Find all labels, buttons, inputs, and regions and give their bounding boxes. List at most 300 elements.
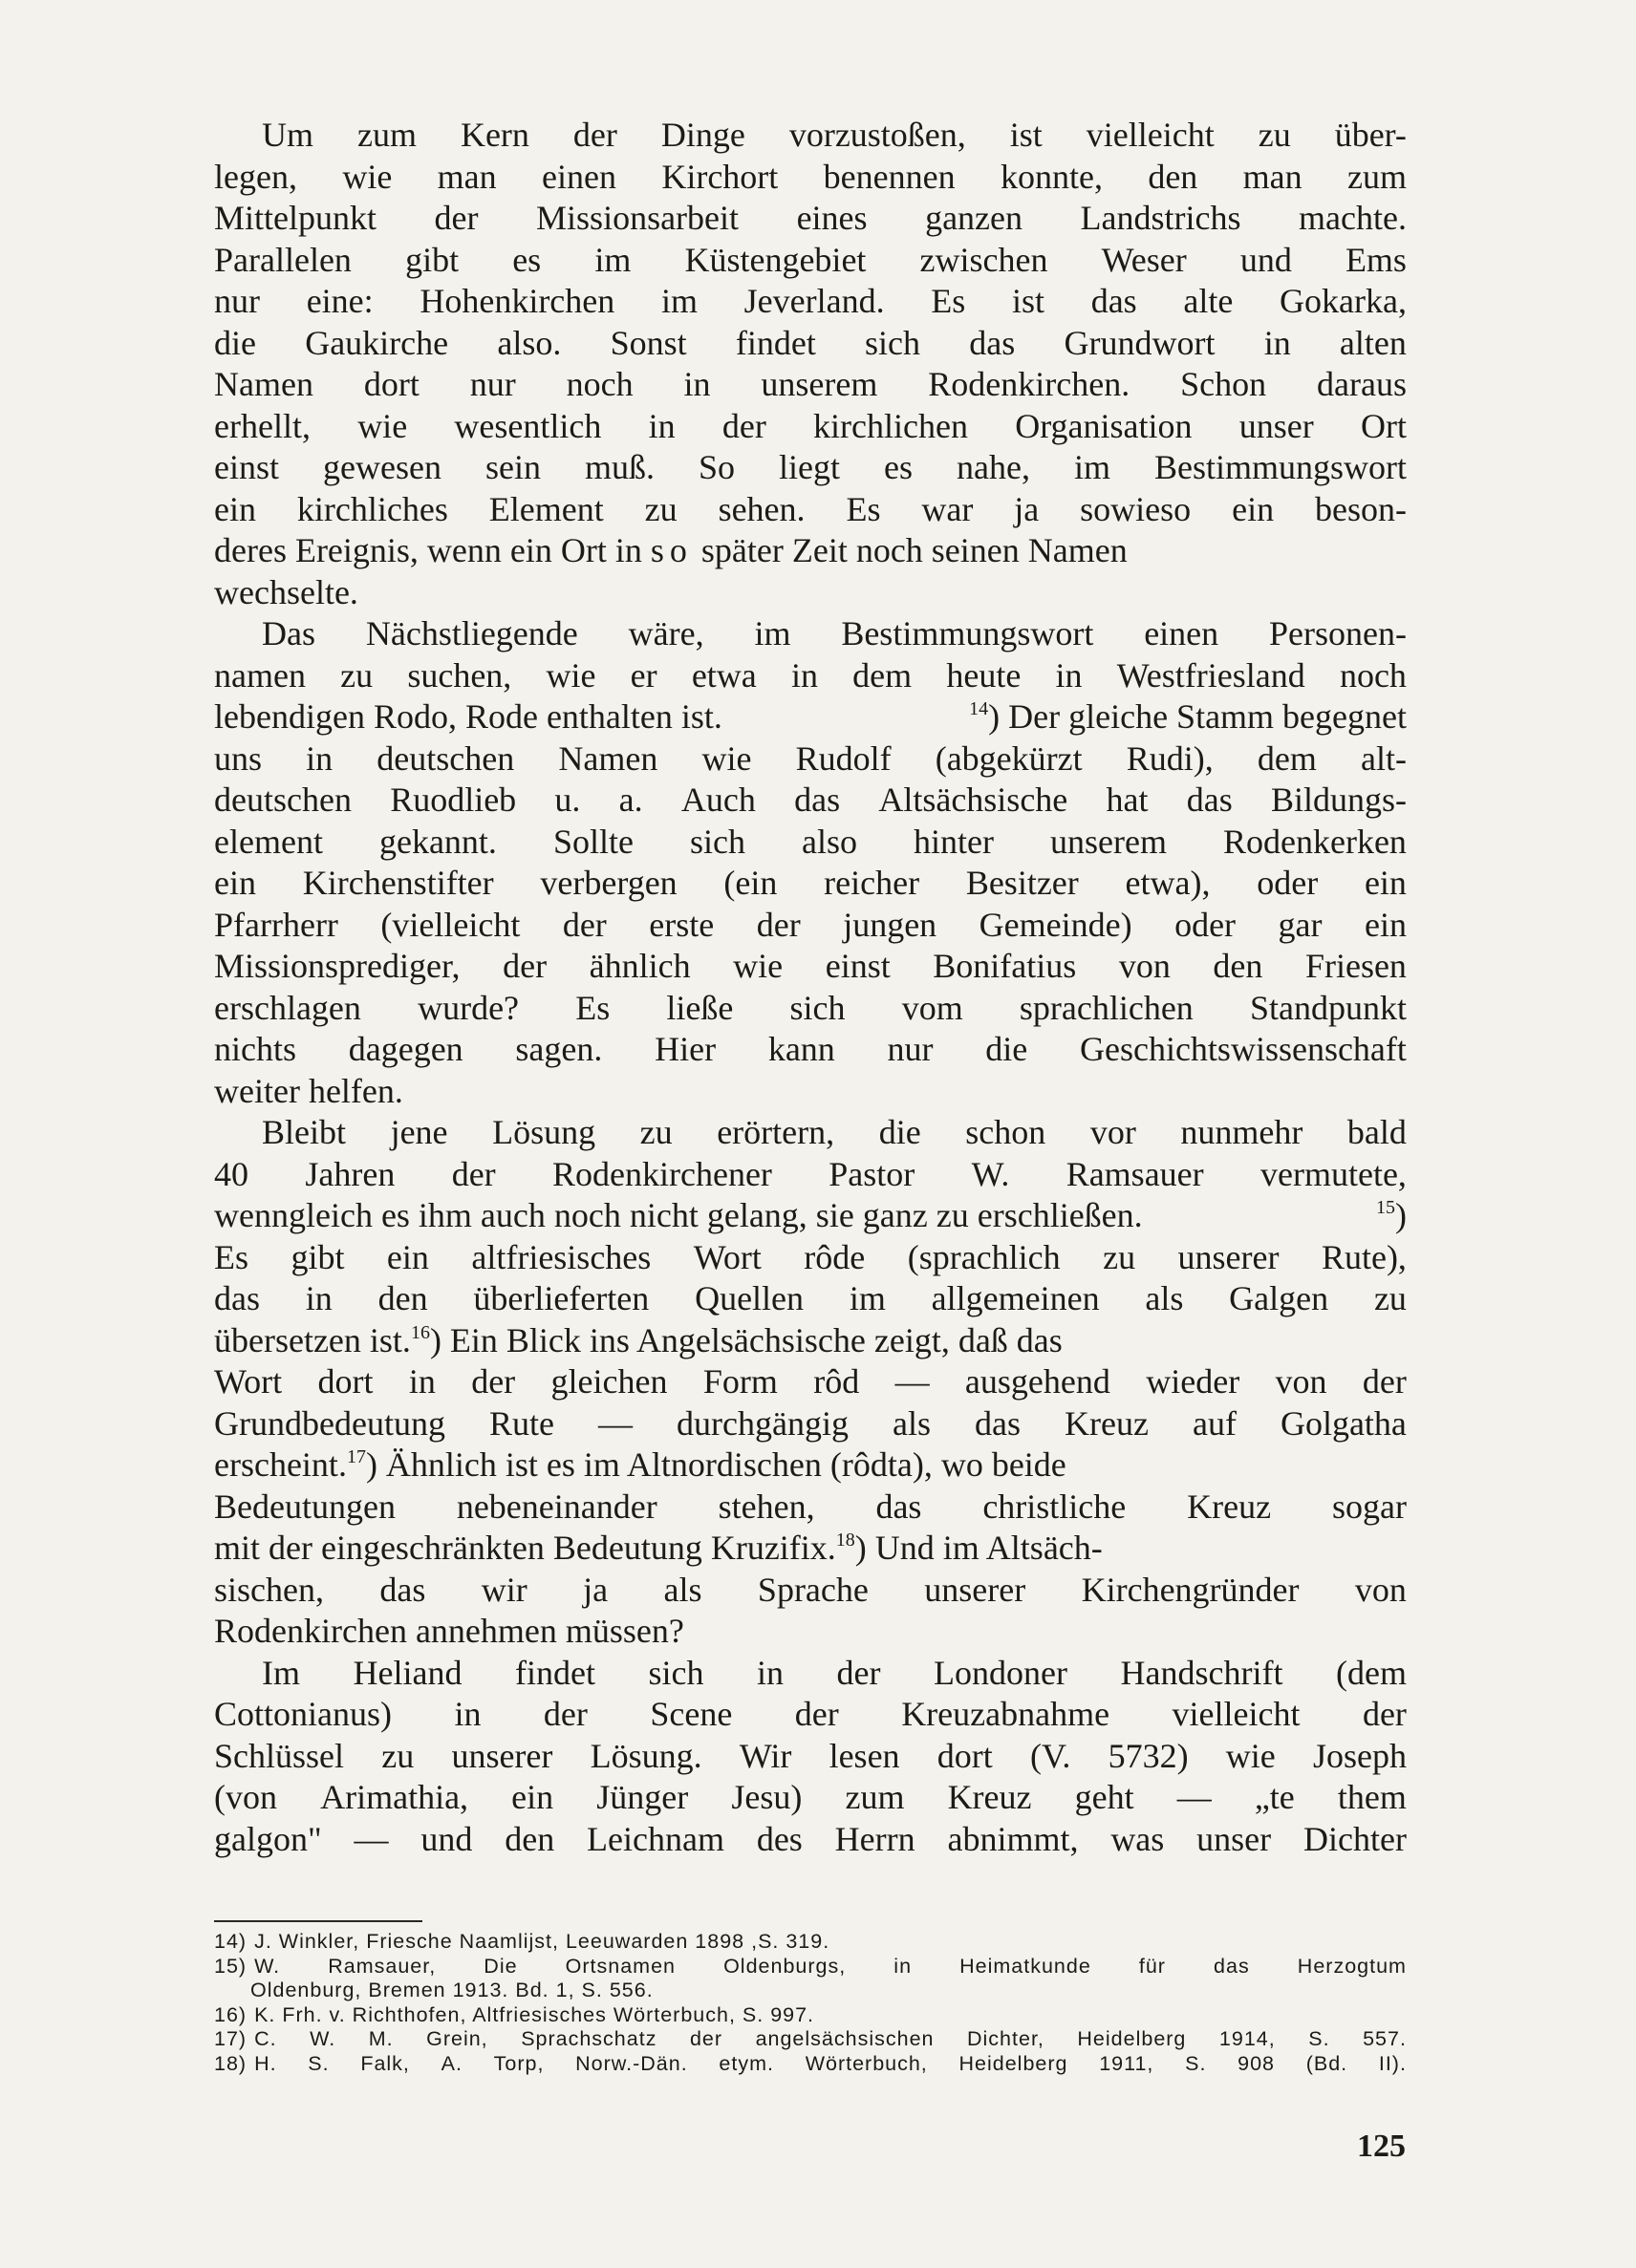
- word: Küstengebiet: [684, 240, 867, 279]
- text-line: [214, 489, 1407, 531]
- text-fragment: übersetzen ist.: [214, 1320, 411, 1359]
- word: W.: [310, 2027, 336, 2050]
- word: wie: [1225, 1736, 1276, 1775]
- word: also: [802, 822, 857, 861]
- word: ja: [1014, 489, 1040, 528]
- word: vom: [901, 988, 963, 1027]
- text-line: [214, 157, 1407, 199]
- word: —: [597, 1403, 633, 1443]
- word: Heimatkunde: [959, 1954, 1091, 1978]
- word: Wort: [693, 1237, 762, 1276]
- word: als: [663, 1570, 702, 1609]
- word: Bleibt: [262, 1113, 346, 1151]
- word: in: [648, 406, 676, 445]
- word: Westfriesland: [1116, 655, 1305, 695]
- word: unser: [1238, 406, 1314, 445]
- word: wie: [342, 157, 393, 196]
- word: zu: [639, 1113, 673, 1151]
- word: Arimathia,: [320, 1778, 469, 1816]
- footnote-text: J. Winkler, Friesche Naamlijst, Leeuwarden 1898 ,S. 319.: [254, 1930, 830, 1953]
- word: der: [1362, 1695, 1407, 1733]
- word: (von: [214, 1778, 277, 1816]
- word: Missionsprediger,: [214, 947, 461, 985]
- word: in: [683, 365, 711, 403]
- word: in: [306, 738, 334, 778]
- word: Missionsarbeit: [536, 199, 740, 237]
- footnote-ref[interactable]: 15: [1376, 1197, 1395, 1218]
- footnote-marker: 15): [214, 1954, 248, 1978]
- text-fragment: wenngleich es ihm auch noch nicht gelang, sie ganz zu erschließen.: [214, 1196, 1143, 1234]
- text-fragment: mit der eingeschränkten Bedeutung Kruzifix.: [214, 1529, 836, 1567]
- word: in: [1263, 323, 1291, 362]
- word: 5732): [1108, 1736, 1189, 1775]
- word: abnimmt,: [947, 1819, 1079, 1858]
- word: einen: [1144, 614, 1219, 653]
- word: zum: [356, 116, 417, 154]
- text-line: [214, 1320, 1407, 1362]
- word: alt-: [1361, 738, 1407, 778]
- text-line: [214, 1694, 1407, 1736]
- word: Dichter,: [967, 2027, 1044, 2050]
- word: durchgängig: [677, 1403, 849, 1443]
- word: nur: [214, 282, 260, 320]
- word: verbergen: [540, 864, 678, 902]
- word: Jeverland.: [743, 282, 885, 320]
- word: legen,: [214, 157, 297, 196]
- word: S.: [1185, 2051, 1207, 2075]
- word: uns: [214, 738, 263, 778]
- text-line: [214, 822, 1407, 864]
- word: angelsächsischen: [755, 2027, 935, 2050]
- word: 1911,: [1099, 2051, 1154, 2075]
- word: sich: [648, 1653, 704, 1692]
- word: Ems: [1345, 240, 1407, 279]
- word: (vielleicht: [380, 905, 521, 944]
- word: wie: [701, 738, 752, 778]
- word: einen: [542, 157, 616, 196]
- word: jungen: [843, 905, 937, 944]
- text-line: [214, 1278, 1407, 1320]
- word: der: [721, 406, 766, 445]
- word: Namen: [214, 365, 313, 403]
- word: Personen-: [1269, 614, 1407, 653]
- word: man: [437, 157, 497, 196]
- word: dort: [936, 1736, 993, 1775]
- word: erschlagen: [214, 988, 361, 1027]
- word: Norw.-Dän.: [575, 2051, 688, 2075]
- word: Lösung.: [590, 1736, 702, 1775]
- word: sich: [865, 323, 921, 362]
- word: von: [1118, 947, 1171, 985]
- word: zu: [340, 655, 374, 695]
- word: „te: [1254, 1778, 1295, 1816]
- word: was: [1110, 1819, 1165, 1858]
- text-line: [214, 406, 1407, 448]
- word: für: [1138, 1954, 1166, 1978]
- text-line: weiter helfen.: [214, 1071, 403, 1110]
- word: Kreuz: [947, 1778, 1032, 1816]
- word: Falk,: [360, 2051, 410, 2075]
- word: Grundbedeutung: [214, 1403, 445, 1443]
- word: Bestimmungswort: [841, 614, 1094, 653]
- word: wie: [733, 947, 784, 985]
- word: Ort: [1360, 406, 1407, 445]
- text-line: [214, 1403, 1407, 1445]
- word: Bildungs-: [1270, 781, 1407, 819]
- word: deutschen: [214, 781, 352, 819]
- text-line: [214, 1154, 1407, 1196]
- word: es: [883, 448, 913, 486]
- word: Form: [702, 1362, 778, 1401]
- word: erörtern,: [717, 1113, 835, 1151]
- word: in: [408, 1362, 436, 1401]
- word: benennen: [823, 157, 956, 196]
- text-fragment: später Zeit noch seinen Namen: [692, 531, 1128, 569]
- word: Sollte: [552, 822, 634, 861]
- word: Namen: [558, 738, 658, 778]
- word: sehen.: [718, 489, 806, 528]
- word: stehen,: [718, 1487, 815, 1526]
- word: zu: [1103, 1237, 1136, 1276]
- word: muß.: [584, 448, 655, 486]
- word: Wörterbuch,: [805, 2051, 928, 2075]
- word: jene: [390, 1113, 448, 1151]
- footnote-text: [254, 2052, 1407, 2077]
- text-line: [214, 364, 1407, 406]
- text-line: [214, 738, 1407, 781]
- word: im: [849, 1279, 886, 1317]
- text-line: [214, 1487, 1407, 1529]
- word: sich: [689, 822, 745, 861]
- word: also.: [497, 323, 562, 362]
- word: kann: [767, 1030, 835, 1068]
- word: zum: [1347, 157, 1407, 196]
- word: wie: [546, 655, 596, 695]
- word: Wir: [739, 1736, 792, 1775]
- footnotes: [214, 1930, 1407, 2076]
- word: 1914,: [1218, 2027, 1276, 2050]
- paragraph-4: [214, 1653, 1407, 1861]
- word: Kirchengründer: [1081, 1570, 1300, 1609]
- word: reicher: [824, 864, 920, 902]
- footnote-marker: 16): [214, 2002, 248, 2026]
- word: alte: [1183, 282, 1234, 320]
- word: altfriesisches: [471, 1237, 652, 1276]
- word: Rodenkirchen.: [928, 365, 1130, 403]
- word: er: [630, 655, 657, 695]
- word: des: [756, 1819, 803, 1858]
- word: 557.: [1363, 2027, 1407, 2050]
- word: zum: [845, 1778, 905, 1816]
- word: ein: [1232, 489, 1275, 528]
- footnote-ref[interactable]: 17: [346, 1446, 366, 1467]
- footnote-ref[interactable]: 14: [969, 698, 989, 719]
- word: Bestimmungswort: [1153, 448, 1407, 486]
- word: 40: [214, 1154, 248, 1193]
- word: Weser: [1101, 240, 1187, 279]
- word: ganzen: [925, 199, 1022, 237]
- text-fragment: lebendigen Rodo, Rode enthalten ist.: [214, 697, 722, 736]
- word: nur: [469, 365, 516, 403]
- footnote-marker: 17): [214, 2027, 248, 2050]
- text-line: [214, 530, 1407, 572]
- word: Grein,: [426, 2027, 488, 2050]
- word: und: [1239, 240, 1292, 279]
- word: Wort: [214, 1362, 283, 1401]
- word: wieder: [1146, 1362, 1240, 1401]
- word: Heidelberg: [1077, 2027, 1187, 2050]
- word: Es: [846, 489, 881, 528]
- word: von: [1354, 1570, 1407, 1609]
- word: den: [1213, 947, 1263, 985]
- word: Rute: [488, 1403, 554, 1443]
- word: erste: [649, 905, 715, 944]
- word: (Bd.: [1305, 2051, 1348, 2075]
- word: bald: [1346, 1113, 1407, 1151]
- text-line: [214, 198, 1407, 240]
- word: vielleicht: [1086, 116, 1215, 154]
- word: Cottonianus): [214, 1695, 392, 1733]
- word: sagen.: [515, 1030, 603, 1068]
- word: Parallelen: [214, 240, 352, 279]
- word: den: [1148, 157, 1198, 196]
- footnote-ref[interactable]: 18: [835, 1530, 855, 1551]
- word: element: [214, 822, 323, 861]
- word: der: [434, 199, 479, 237]
- word: oder: [1174, 905, 1237, 944]
- word: Organisation: [1015, 406, 1193, 445]
- word: noch: [1339, 655, 1407, 695]
- word: nahe,: [956, 448, 1030, 486]
- word: Sonst: [610, 323, 687, 362]
- word: der: [1362, 1362, 1407, 1401]
- word: lesen: [829, 1736, 900, 1775]
- text-line: [214, 1112, 1407, 1154]
- word: Leichnam: [587, 1819, 724, 1858]
- word: sein: [484, 448, 541, 486]
- word: gewesen: [323, 448, 441, 486]
- word: ein: [1364, 905, 1407, 944]
- word: gleichen: [550, 1362, 668, 1401]
- word: Es: [575, 988, 611, 1027]
- word: dort: [317, 1362, 374, 1401]
- text-line: [214, 946, 1407, 988]
- footnote-text: [254, 1955, 1407, 1979]
- word: das: [974, 1403, 1021, 1443]
- word: W.: [971, 1154, 1010, 1193]
- word: als: [892, 1403, 931, 1443]
- word: Hier: [655, 1030, 717, 1068]
- word: sischen,: [214, 1570, 324, 1609]
- word: ja: [583, 1570, 609, 1609]
- footnote-ref[interactable]: 16: [410, 1321, 430, 1343]
- word: der: [562, 905, 607, 944]
- text-line: wechselte.: [214, 572, 358, 611]
- word: die: [214, 323, 256, 362]
- word: der: [503, 947, 548, 985]
- word: gekannt.: [378, 822, 497, 861]
- word: Ruodlieb: [390, 781, 517, 819]
- word: wäre,: [628, 614, 704, 653]
- word: (ein: [723, 864, 778, 902]
- word: Bedeutungen: [214, 1487, 396, 1526]
- text-line: [214, 780, 1407, 822]
- text-line: [214, 1570, 1407, 1612]
- word: in: [893, 1954, 913, 1978]
- text-fragment: ) Der gleiche Stamm begegnet: [988, 697, 1407, 736]
- word: einst: [825, 947, 891, 985]
- word: der: [543, 1695, 588, 1733]
- text-line: [214, 1777, 1407, 1819]
- word: Londoner: [934, 1653, 1067, 1692]
- word: eines: [796, 199, 868, 237]
- word: liegt: [779, 448, 840, 486]
- word: C.: [254, 2027, 277, 2050]
- word: vielleicht: [1172, 1695, 1301, 1733]
- word: Handschrift: [1120, 1653, 1283, 1692]
- word: Schon: [1180, 365, 1267, 403]
- word: unserem: [761, 365, 878, 403]
- word: das: [794, 781, 841, 819]
- word: den: [377, 1279, 428, 1317]
- word: das: [214, 1279, 260, 1317]
- word: alten: [1339, 323, 1407, 362]
- word: noch: [566, 365, 634, 403]
- word: sogar: [1331, 1487, 1407, 1526]
- word: zu: [1258, 116, 1291, 154]
- word: ein: [1364, 864, 1407, 902]
- word: das: [969, 323, 1016, 362]
- word: christliche: [982, 1487, 1127, 1526]
- word: ein: [214, 864, 256, 902]
- text-line: [214, 1736, 1407, 1778]
- word: Landstrichs: [1080, 199, 1241, 237]
- word: Lösung: [492, 1113, 596, 1151]
- word: auf: [1192, 1403, 1237, 1443]
- word: überlieferten: [473, 1279, 650, 1317]
- word: Gokarka,: [1280, 282, 1407, 320]
- footnote-marker: 14): [214, 1930, 248, 1953]
- word: kirchliches: [296, 489, 448, 528]
- word: Standpunkt: [1249, 988, 1407, 1027]
- text-line: [214, 115, 1407, 157]
- word: Schlüssel: [214, 1736, 345, 1775]
- word: von: [1275, 1362, 1327, 1401]
- word: im: [1073, 448, 1110, 486]
- word: nebeneinander: [456, 1487, 657, 1526]
- page-number: 125: [1357, 2129, 1406, 2164]
- text-line: [214, 1444, 1407, 1487]
- word: daraus: [1317, 365, 1407, 403]
- word: ausgehend: [964, 1362, 1110, 1401]
- paragraph-1: [214, 115, 1407, 613]
- word: Kreuz: [1187, 1487, 1272, 1526]
- footnote-15-continuation: Oldenburg, Bremen 1913. Bd. 1, S. 556.: [250, 1979, 654, 2001]
- word: ließe: [666, 988, 734, 1027]
- word: Scene: [650, 1695, 733, 1733]
- word: beson-: [1315, 489, 1407, 528]
- text-line: [214, 323, 1407, 365]
- word: nunmehr: [1180, 1113, 1303, 1151]
- word: das: [875, 1487, 922, 1526]
- word: zwischen: [919, 240, 1048, 279]
- text-line: [214, 988, 1407, 1030]
- word: S.: [308, 2051, 330, 2075]
- word: etwa: [691, 655, 757, 695]
- word: etym.: [719, 2051, 774, 2075]
- word: them: [1337, 1778, 1407, 1816]
- word: etwa),: [1125, 864, 1211, 902]
- word: galgon": [214, 1819, 322, 1858]
- word: in: [790, 655, 818, 695]
- text-line: [214, 696, 1407, 738]
- word: findet: [515, 1653, 595, 1692]
- word: kirchlichen: [813, 406, 968, 445]
- word: Ramsauer: [1066, 1154, 1204, 1193]
- text-fragment: ) Und im Altsäch-: [854, 1529, 1103, 1567]
- text-fragment: deres Ereignis, wenn ein Ort in: [214, 531, 651, 569]
- word: Joseph: [1312, 1736, 1407, 1775]
- word: Altsächsische: [878, 781, 1068, 819]
- word: dem: [852, 655, 913, 695]
- word: die: [878, 1113, 921, 1151]
- word: unserer: [451, 1736, 553, 1775]
- word: ein: [511, 1778, 554, 1816]
- word: Rute),: [1321, 1237, 1407, 1276]
- word: A.: [441, 2051, 463, 2075]
- word: Rudolf: [795, 738, 892, 778]
- word: Pastor: [829, 1154, 915, 1193]
- word: die: [985, 1030, 1028, 1068]
- word: allgemeinen: [931, 1279, 1100, 1317]
- word: der: [756, 905, 801, 944]
- word: das: [1214, 1954, 1250, 1978]
- word: geht: [1074, 1778, 1134, 1816]
- word: ist: [1011, 282, 1044, 320]
- emphasized-word: so: [650, 531, 693, 569]
- text-line: [214, 1653, 1407, 1695]
- word: Dinge: [660, 116, 745, 154]
- text-line: [214, 447, 1407, 489]
- word: gar: [1278, 905, 1323, 944]
- word: gibt: [291, 1237, 345, 1276]
- word: im: [754, 614, 791, 653]
- text-line: [214, 1819, 1407, 1861]
- word: Bonifatius: [933, 947, 1077, 985]
- word: der: [572, 116, 617, 154]
- text-line: Rodenkirchen annehmen müssen?: [214, 1612, 684, 1650]
- body-text: [214, 115, 1407, 1860]
- word: Geschichtswissenschaft: [1079, 1030, 1407, 1068]
- word: ähnlich: [589, 947, 691, 985]
- word: der: [451, 1154, 496, 1193]
- word: konnte,: [1000, 157, 1103, 196]
- word: der: [471, 1362, 516, 1401]
- word: schon: [965, 1113, 1046, 1151]
- word: Kern: [460, 116, 529, 154]
- word: suchen,: [407, 655, 512, 695]
- text-line: [214, 863, 1407, 905]
- text-line: [214, 613, 1407, 655]
- word: S.: [1308, 2027, 1330, 2050]
- word: hinter: [914, 822, 994, 861]
- word: rôd: [813, 1362, 860, 1401]
- word: deutschen: [377, 738, 515, 778]
- word: erhellt,: [214, 406, 311, 445]
- word: namen: [214, 655, 306, 695]
- word: es: [512, 240, 542, 279]
- word: im: [660, 282, 698, 320]
